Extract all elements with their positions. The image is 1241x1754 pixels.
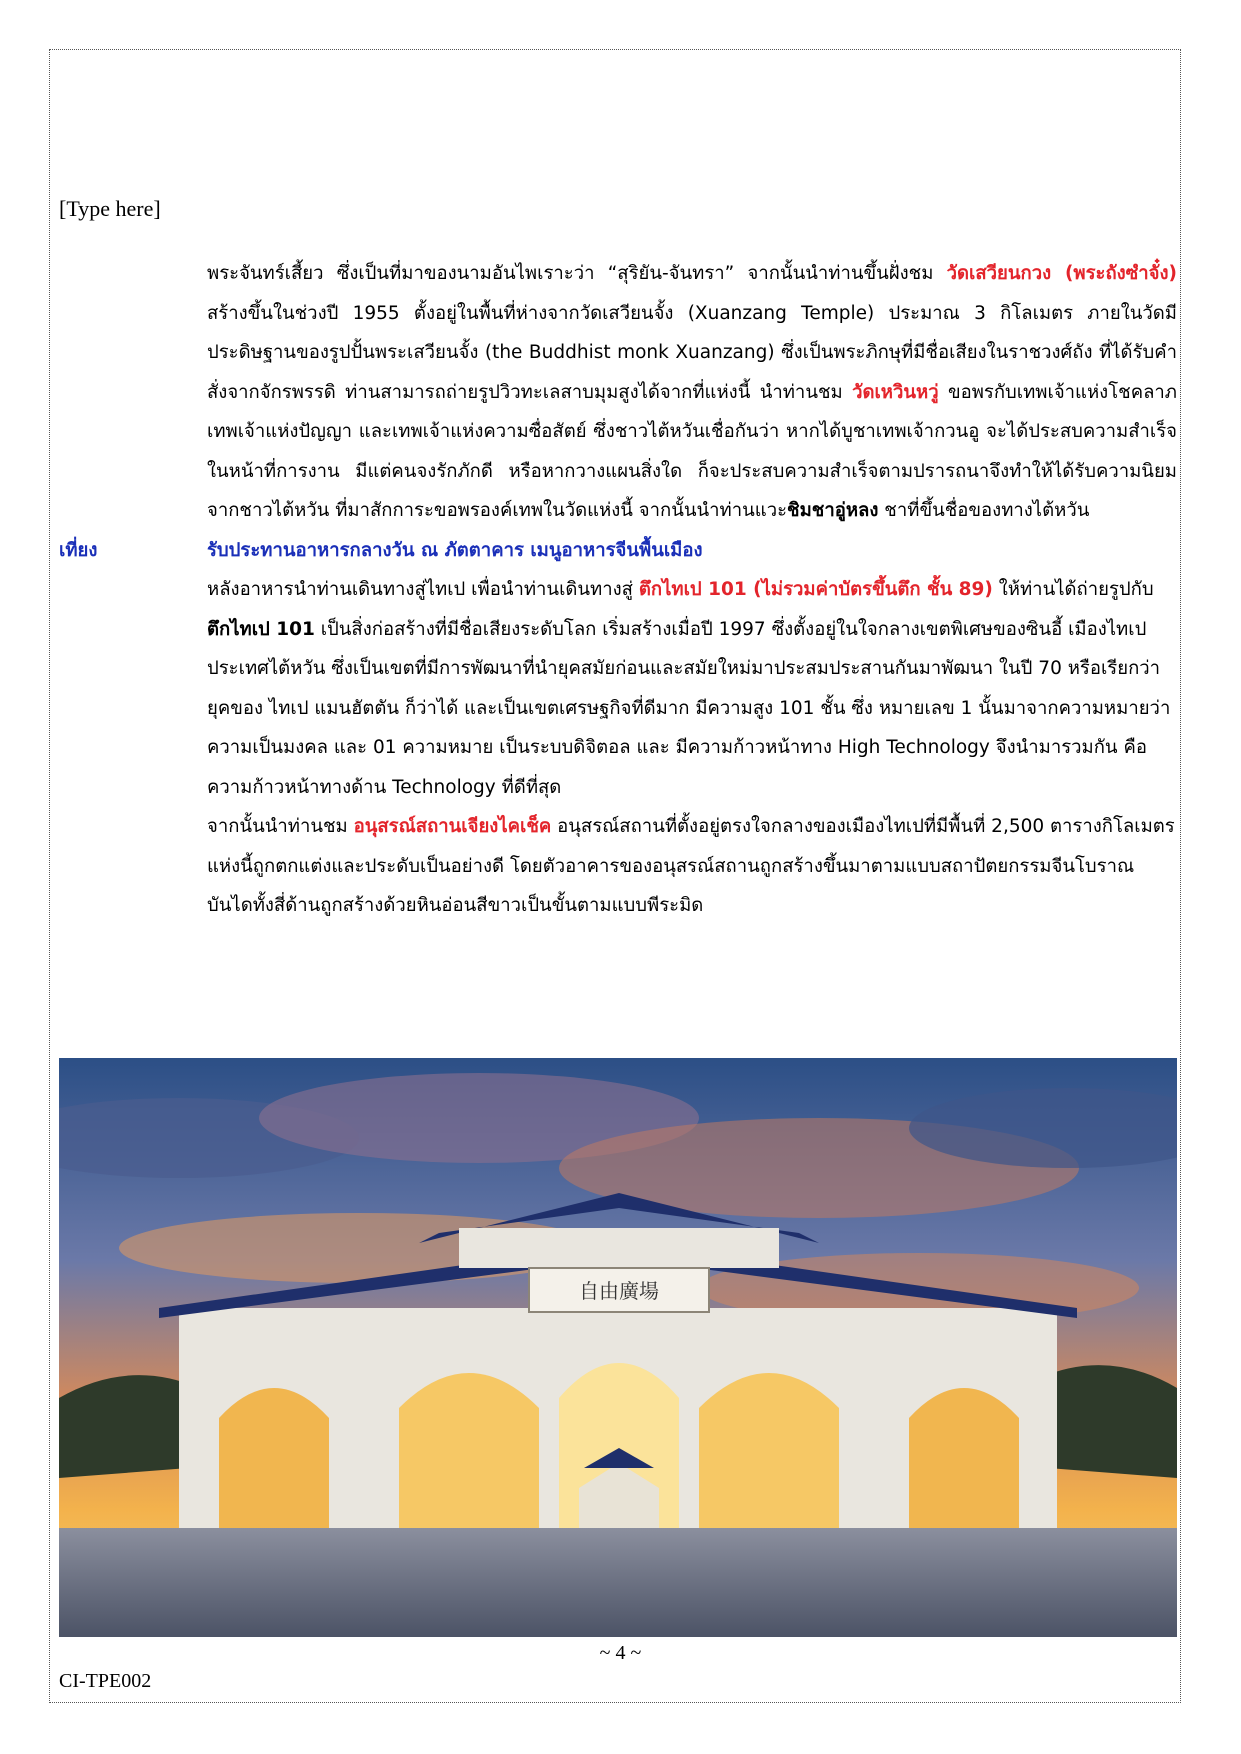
- header-placeholder: [Type here]: [59, 196, 161, 221]
- text-run: ให้ท่านได้ถ่ายรูปกับ: [992, 579, 1154, 600]
- highlight-oolong-tea: ชิมชาอู่หลง: [787, 500, 879, 521]
- text-run: พระจันทร์เสี้ยว ซึ่งเป็นที่มาของนามอันไพเราะว่า “สุริยัน-จันทรา” จากนั้นนำท่านขึ้นฝั่งชม: [207, 263, 947, 284]
- text-run: ชาที่ขึ้นชื่อของทางไต้หวัน: [878, 500, 1090, 521]
- text-run: หลังอาหารนำท่านเดินทางสู่ไทเป เพื่อนำท่านเดินทางสู่: [207, 579, 639, 600]
- text-run: จากนั้นนำท่านชม: [207, 816, 354, 837]
- highlight-cks-memorial: อนุสรณ์สถานเจียงไคเช็ค: [353, 816, 552, 837]
- itinerary-body: [59, 254, 1177, 926]
- gate-sign-text: 自由廣場: [579, 1279, 659, 1303]
- text-run: อนุสรณ์สถานที่ตั้งอยู่ตรงใจกลางของเมืองไทเปที่มีพื้นที่ 2,500 ตารางกิโลเมตรแห่งนี้ถูกตกแต่งและประดับเป็นอย่างดี โดยตัวอาคารของอนุสรณ์สถานถูกสร้างขึ้นมาตามแบบสถาปัตยกรรมจีนโบราณ บันไดทั้งสี่ด้านถูกสร้างด้วยหินอ่อนสีขาวเป็นขั้นตามแบบพีระมิด: [207, 816, 1175, 916]
- text-run: เป็นสิ่งก่อสร้างที่มีชื่อเสียงระดับโลก เริ่มสร้างเมื่อปี 1997 ซึ่งตั้งอยู่ในใจกลางเขตพิเศษของซินอี้ เมืองไทเป ประเทศไต้หวัน ซึ่งเป็นเขตที่มีการพัฒนาที่นำยุคสมัยก่อนและสมัยใหม่มาประสมประสานกันมาพัฒนา ในปี 70 หรือเรียกว่า ยุคของ ไทเป แมนฮัตตัน ก็ว่าได้ และเป็นเขตเศรษฐกิจที่ดีมาก มีความสูง 101 ชั้น ซึ่ง หมายเลข 1 นั้นมาจากความหมายว่า ความเป็นมงคล และ 01 ความหมาย เป็นระบบดิจิตอล และ มีความก้าวหน้าทาง High Technology จึงนำมารวมกัน คือ ความก้าวหน้าทางด้าน Technology ที่ดีที่สุด: [207, 618, 1171, 798]
- paragraph-taipei101: [207, 570, 1177, 807]
- liberty-square-gate-photo: [59, 1058, 1177, 1637]
- lunch-text: รับประทานอาหารกลางวัน ณ ภัตตาคาร เมนูอาหารจีนพื้นเมือง: [207, 539, 703, 561]
- highlight-wenwu-temple: วัดเหวินหวู่: [852, 381, 939, 403]
- bold-taipei101: ตึกไทเป 101: [207, 618, 315, 640]
- page-number: ~ 4 ~: [599, 1642, 642, 1664]
- highlight-taipei101: ตึกไทเป 101 (ไม่รวมค่าบัตรขึ้นตึก ชั้น 89): [638, 579, 993, 600]
- paragraph-cks-memorial: [207, 807, 1177, 926]
- lunch-label: เที่ยง: [59, 539, 98, 561]
- highlight-xuanguang-temple: วัดเสวียนกวง (พระถังซำจั๋ง): [946, 263, 1177, 284]
- text-run: ขอพรกับเทพเจ้าแห่งโชคลาภ เทพเจ้าแห่งปัญญา และเทพเจ้าแห่งความซื่อสัตย์ ซึ่งชาวไต้หวันเชื่อกันว่า หากได้บูชาเทพเจ้ากวนอู จะได้ประสบความสำเร็จในหน้าที่การงาน มีแต่คนจงรักภักดี หรือหากวางแผนสิ่งใด ก็จะประสบความสำเร็จตามปรารถนาจึงทำให้ได้รับความนิยมจากชาวไต้หวัน ที่มาสักการะขอพรองค์เทพในวัดแห่งนี้ จากนั้นนำท่านแวะ: [207, 381, 1177, 521]
- photo-illustration: [59, 1058, 1177, 1637]
- text-run: สร้างขึ้นในช่วงปี 1955 ตั้งอยู่ในพื้นที่ห่างจากวัดเสวียนจั้ง (Xuanzang Temple) ประมาณ 3 กิโลเมตร ภายในวัดมีประดิษฐานของรูปปั้นพระเสวียนจั้ง (the Buddhist monk Xuanzang) ซึ่งเป็นพระภิกษุที่มีชื่อเสียงในราชวงศ์ถัง ที่ได้รับคำสั่งจากจักรพรรดิ ท่านสามารถถ่ายรูปวิวทะเลสาบมุมสูงได้จากที่แห่งนี้ นำท่านชม: [207, 302, 1177, 403]
- paragraph-temples: [207, 254, 1177, 531]
- lunch-row: [59, 531, 1177, 571]
- document-code: CI-TPE002: [59, 1670, 152, 1692]
